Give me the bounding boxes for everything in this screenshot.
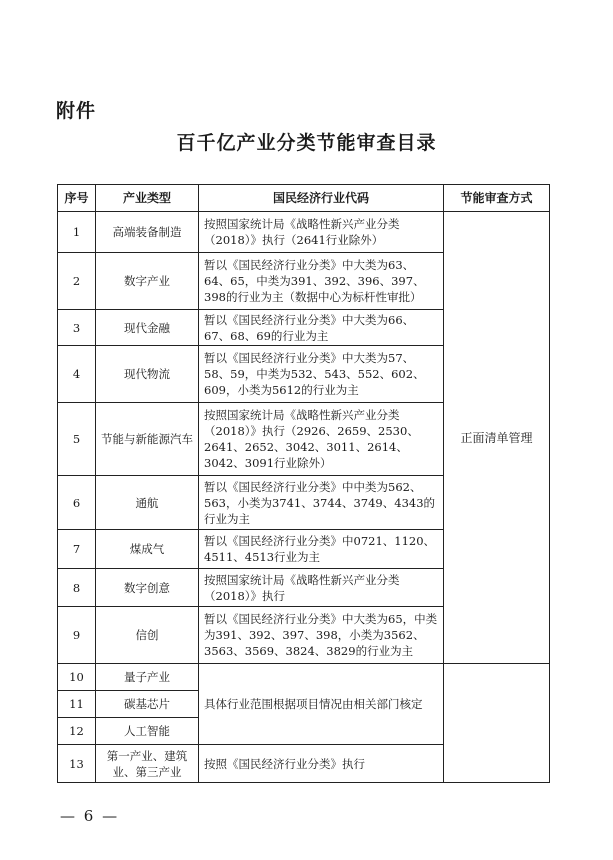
- row-code: 暂以《国民经济行业分类》中中类为562、563，小类为3741、3744、3749、4343的行业为主: [199, 476, 444, 530]
- row-type: 数字创意: [96, 569, 199, 607]
- row-type: 数字产业: [96, 253, 199, 310]
- row-type: 人工智能: [96, 718, 199, 745]
- table-row: [58, 664, 550, 691]
- row-code: 暂以《国民经济行业分类》中0721、1120、4511、4513行业为主: [199, 530, 444, 569]
- row-type: 第一产业、建筑业、第三产业: [96, 745, 199, 783]
- row-num: 12: [58, 718, 96, 745]
- row-num: 8: [58, 569, 96, 607]
- row-num: 13: [58, 745, 96, 783]
- attachment-label: 附件: [56, 100, 97, 122]
- header-review-method: 节能审查方式: [444, 185, 550, 212]
- row-type: 煤成气: [96, 530, 199, 569]
- document-title: 百千亿产业分类节能审查目录: [176, 132, 437, 154]
- energy-review-catalog-table: [57, 184, 550, 783]
- row-num: 6: [58, 476, 96, 530]
- row-code: 暂以《国民经济行业分类》中大类为65，中类为391、392、397、398，小类为3562、3563、3569、3824、3829的行业为主: [199, 607, 444, 664]
- row-type: 节能与新能源汽车: [96, 403, 199, 476]
- merged-code-cell: 具体行业范围根据项目情况由相关部门核定: [199, 664, 444, 745]
- row-num: 7: [58, 530, 96, 569]
- row-num: 1: [58, 212, 96, 253]
- header-industry-code: 国民经济行业代码: [199, 185, 444, 212]
- row-num: 3: [58, 310, 96, 346]
- row-code: 暂以《国民经济行业分类》中大类为57、58、59，中类为532、543、552、602、609，小类为5612的行业为主: [199, 346, 444, 403]
- row-code: 按照国家统计局《战略性新兴产业分类（2018）》执行（2641行业除外）: [199, 212, 444, 253]
- row-code: 暂以《国民经济行业分类》中大类为66、67、68、69的行业为主: [199, 310, 444, 346]
- row-num: 4: [58, 346, 96, 403]
- row-num: 2: [58, 253, 96, 310]
- row-code: 暂以《国民经济行业分类》中大类为63、64、65，中类为391、392、396、397、398的行业为主（数据中心为标杆性审批）: [199, 253, 444, 310]
- row-num: 9: [58, 607, 96, 664]
- row-type: 现代物流: [96, 346, 199, 403]
- row-type: 现代金融: [96, 310, 199, 346]
- row-code: 按照《国民经济行业分类》执行: [199, 745, 444, 783]
- row-code: 按照国家统计局《战略性新兴产业分类（2018）》执行（2926、2659、2530、2641、2652、3042、3011、2614、3042、3091行业除外）: [199, 403, 444, 476]
- review-method-cell: 正面清单管理: [444, 212, 550, 664]
- row-num: 11: [58, 691, 96, 718]
- row-code: 按照国家统计局《战略性新兴产业分类（2018）》执行: [199, 569, 444, 607]
- row-type: 碳基芯片: [96, 691, 199, 718]
- header-seq: 序号: [58, 185, 96, 212]
- empty-method-cell: [444, 664, 550, 783]
- table-row: [58, 212, 550, 253]
- row-type: 通航: [96, 476, 199, 530]
- header-industry-type: 产业类型: [96, 185, 199, 212]
- row-num: 10: [58, 664, 96, 691]
- row-num: 5: [58, 403, 96, 476]
- row-type: 量子产业: [96, 664, 199, 691]
- table-header-row: [58, 185, 550, 212]
- page-number: — 6 —: [60, 807, 120, 825]
- row-type: 信创: [96, 607, 199, 664]
- row-type: 高端装备制造: [96, 212, 199, 253]
